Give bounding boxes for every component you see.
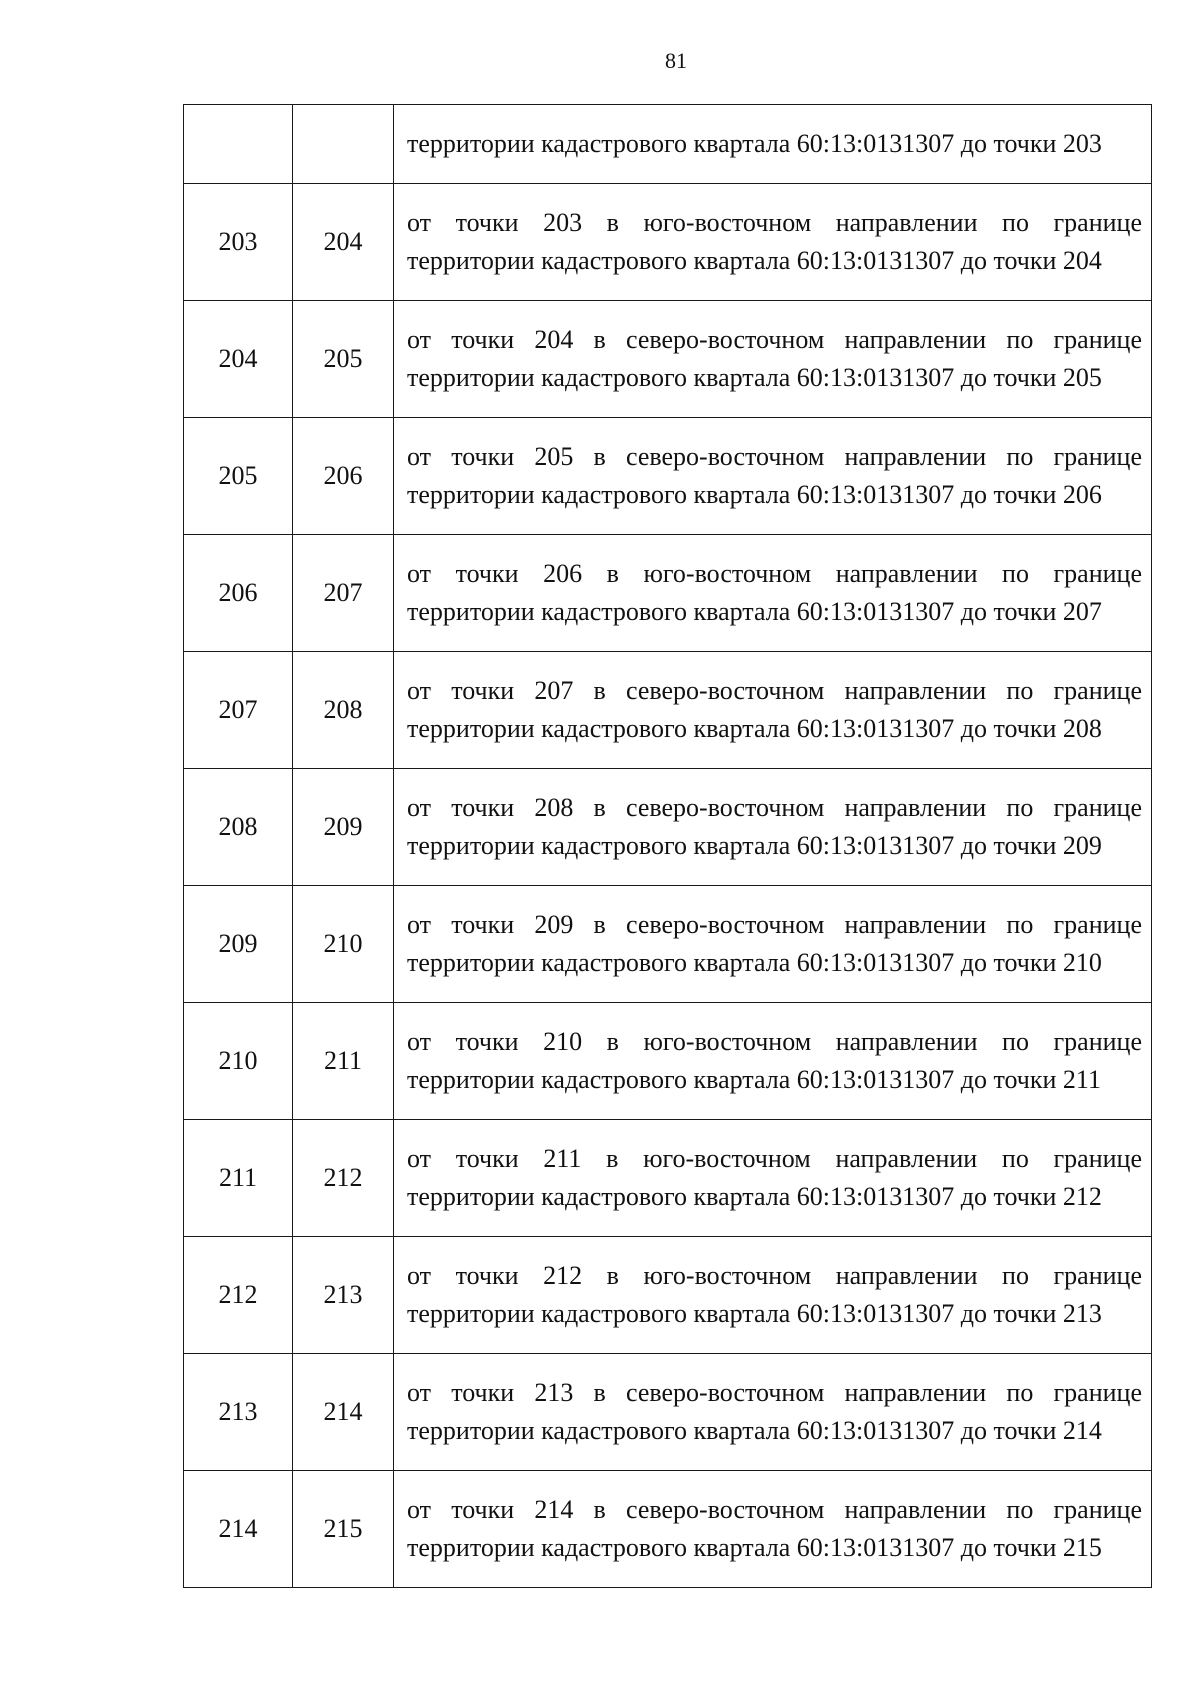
table-row: [184, 886, 1152, 1003]
point-from-cell: 208: [184, 769, 293, 886]
point-to-cell: 211: [293, 1003, 394, 1120]
table-row: [184, 184, 1152, 301]
point-from-cell: 214: [184, 1471, 293, 1588]
point-to-cell: 212: [293, 1120, 394, 1237]
segment-description-cell: от точки 204 в северо-восточном направлении по границе территории кадастрового квартала 60:13:0131307 до точки 205: [394, 301, 1152, 418]
segment-description-cell: от точки 210 в юго-восточном направлении по границе территории кадастрового квартала 60:13:0131307 до точки 211: [394, 1003, 1152, 1120]
point-from-cell: 210: [184, 1003, 293, 1120]
segment-description-cell: от точки 209 в северо-восточном направлении по границе территории кадастрового квартала 60:13:0131307 до точки 210: [394, 886, 1152, 1003]
segment-description-cell: от точки 212 в юго-восточном направлении по границе территории кадастрового квартала 60:13:0131307 до точки 213: [394, 1237, 1152, 1354]
segment-description-cell: от точки 213 в северо-восточном направлении по границе территории кадастрового квартала 60:13:0131307 до точки 214: [394, 1354, 1152, 1471]
segment-description-cell: от точки 205 в северо-восточном направлении по границе территории кадастрового квартала 60:13:0131307 до точки 206: [394, 418, 1152, 535]
table-body: [184, 105, 1152, 1588]
point-from-cell: 213: [184, 1354, 293, 1471]
table-row: [184, 301, 1152, 418]
point-to-cell: [293, 105, 394, 184]
segment-description-cell: от точки 214 в северо-восточном направлении по границе территории кадастрового квартала 60:13:0131307 до точки 215: [394, 1471, 1152, 1588]
point-to-cell: 208: [293, 652, 394, 769]
table-row: [184, 1120, 1152, 1237]
point-to-cell: 207: [293, 535, 394, 652]
segment-description-cell: от точки 206 в юго-восточном направлении по границе территории кадастрового квартала 60:13:0131307 до точки 207: [394, 535, 1152, 652]
segment-description-cell: от точки 203 в юго-восточном направлении по границе территории кадастрового квартала 60:13:0131307 до точки 204: [394, 184, 1152, 301]
segment-description-cell: от точки 211 в юго-восточном направлении по границе территории кадастрового квартала 60:13:0131307 до точки 212: [394, 1120, 1152, 1237]
point-to-cell: 213: [293, 1237, 394, 1354]
page-number: 81: [665, 48, 687, 73]
table-row: [184, 769, 1152, 886]
point-to-cell: 210: [293, 886, 394, 1003]
point-from-cell: 206: [184, 535, 293, 652]
point-to-cell: 215: [293, 1471, 394, 1588]
point-from-cell: 203: [184, 184, 293, 301]
segment-description-cell: от точки 208 в северо-восточном направлении по границе территории кадастрового квартала 60:13:0131307 до точки 209: [394, 769, 1152, 886]
point-from-cell: 207: [184, 652, 293, 769]
table-row: [184, 1237, 1152, 1354]
point-from-cell: [184, 105, 293, 184]
segment-description-cell: территории кадастрового квартала 60:13:0131307 до точки 203: [394, 105, 1152, 184]
point-from-cell: 204: [184, 301, 293, 418]
table-row: [184, 1354, 1152, 1471]
point-to-cell: 205: [293, 301, 394, 418]
point-from-cell: 205: [184, 418, 293, 535]
point-from-cell: 209: [184, 886, 293, 1003]
table-row: [184, 535, 1152, 652]
table-row-continuation: [184, 105, 1152, 184]
point-to-cell: 214: [293, 1354, 394, 1471]
segment-description-cell: от точки 207 в северо-восточном направлении по границе территории кадастрового квартала 60:13:0131307 до точки 208: [394, 652, 1152, 769]
point-from-cell: 212: [184, 1237, 293, 1354]
point-from-cell: 211: [184, 1120, 293, 1237]
table-row: [184, 418, 1152, 535]
boundary-description-table: [183, 104, 1152, 1588]
table-row: [184, 1471, 1152, 1588]
table-row: [184, 652, 1152, 769]
table-row: [184, 1003, 1152, 1120]
point-to-cell: 204: [293, 184, 394, 301]
point-to-cell: 206: [293, 418, 394, 535]
point-to-cell: 209: [293, 769, 394, 886]
